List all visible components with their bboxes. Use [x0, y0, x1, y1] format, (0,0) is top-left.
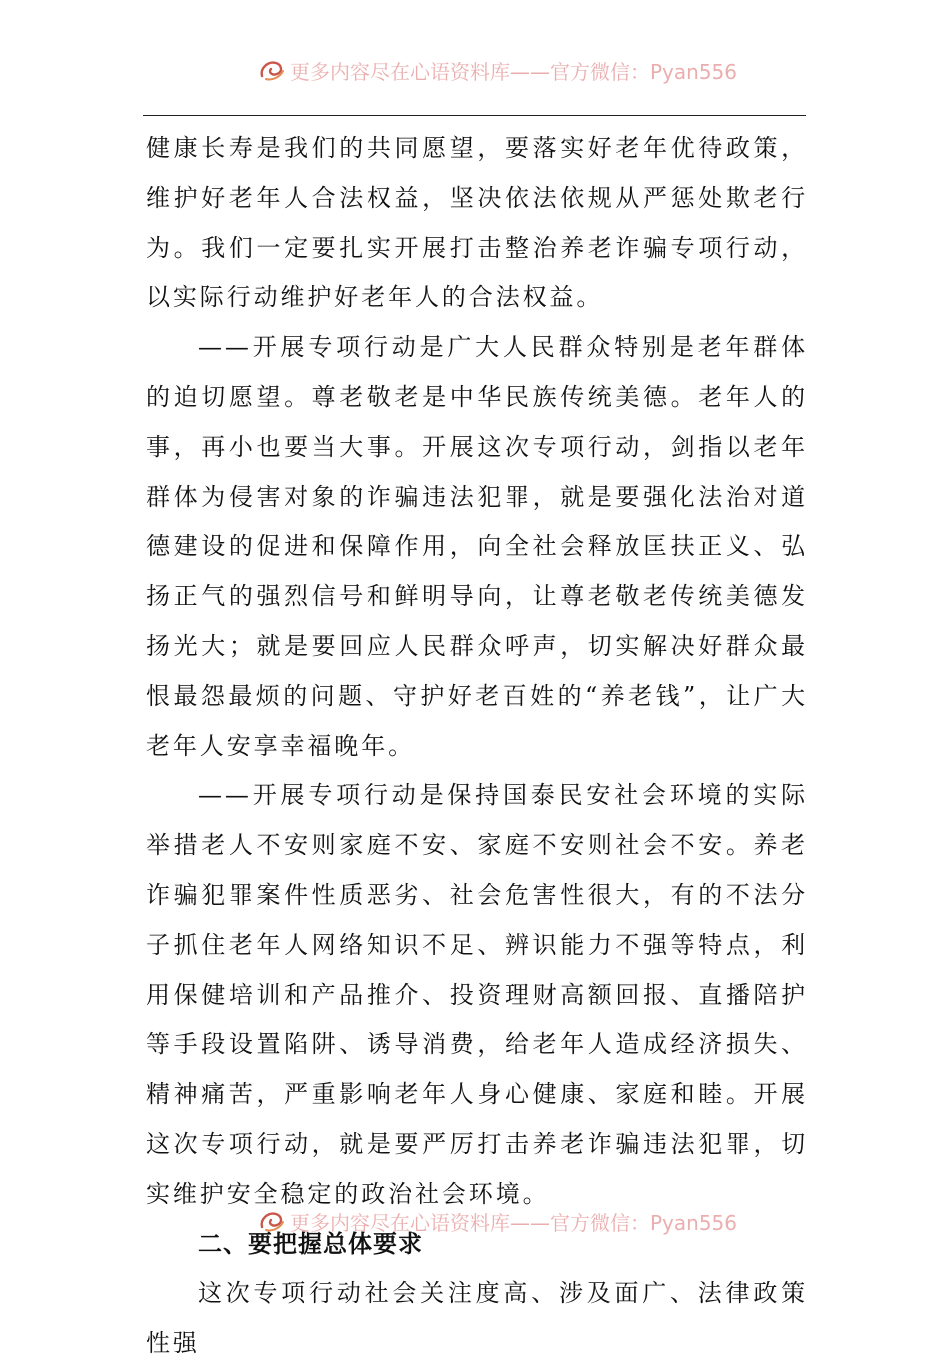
watermark-text: 更多内容尽在心语资料库——官方微信：Pyan556	[290, 1210, 738, 1235]
document-body	[146, 124, 808, 1369]
paragraph-2: ——开展专项行动是广大人民群众特别是老年群体的迫切愿望。尊老敬老是中华民族传统美德。老年人的事，再小也要当大事。开展这次专项行动，剑指以老年群体为侵害对象的诈骗违法犯罪，就是要强化法治对道德建设的促进和保障作用，向全社会释放匡扶正义、弘扬正气的强烈信号和鲜明导向，让尊老敬老传统美德发扬光大；就是要回应人民群众呼声，切实解决好群众最恨最怨最烦的问题、守护好老百姓的“养老钱”，让广大老年人安享幸福晚年。	[146, 333, 808, 760]
section-heading: 二、要把握总体要求	[198, 1229, 423, 1258]
watermark-bottom	[258, 1207, 778, 1235]
watermark-text: 更多内容尽在心语资料库——官方微信：Pyan556	[290, 59, 738, 84]
watermark-top	[258, 56, 778, 84]
swirl-logo-icon	[258, 58, 286, 82]
paragraph-4: 这次专项行动社会关注度高、涉及面广、法律政策性强	[146, 1279, 808, 1358]
paragraph-3: ——开展专项行动是保持国泰民安社会环境的实际举措老人不安则家庭不安、家庭不安则社会不安。养老诈骗犯罪案件性质恶劣、社会危害性很大，有的不法分子抓住老年人网络知识不足、辨识能力不强等特点，利用保健培训和产品推介、投资理财高额回报、直播陪护等手段设置陷阱、诱导消费，给老年人造成经济损失、精神痛苦，严重影响老年人身心健康、家庭和睦。开展这次专项行动，就是要严厉打击养老诈骗违法犯罪，切实维护安全稳定的政治社会环境。	[146, 781, 808, 1208]
paragraph-1: 健康长寿是我们的共同愿望，要落实好老年优待政策，维护好老年人合法权益，坚决依法依规从严惩处欺老行为。我们一定要扎实开展打击整治养老诈骗专项行动，以实际行动维护好老年人的合法权益。	[146, 134, 808, 312]
swirl-logo-icon	[258, 1209, 286, 1233]
header-rule	[143, 115, 806, 116]
